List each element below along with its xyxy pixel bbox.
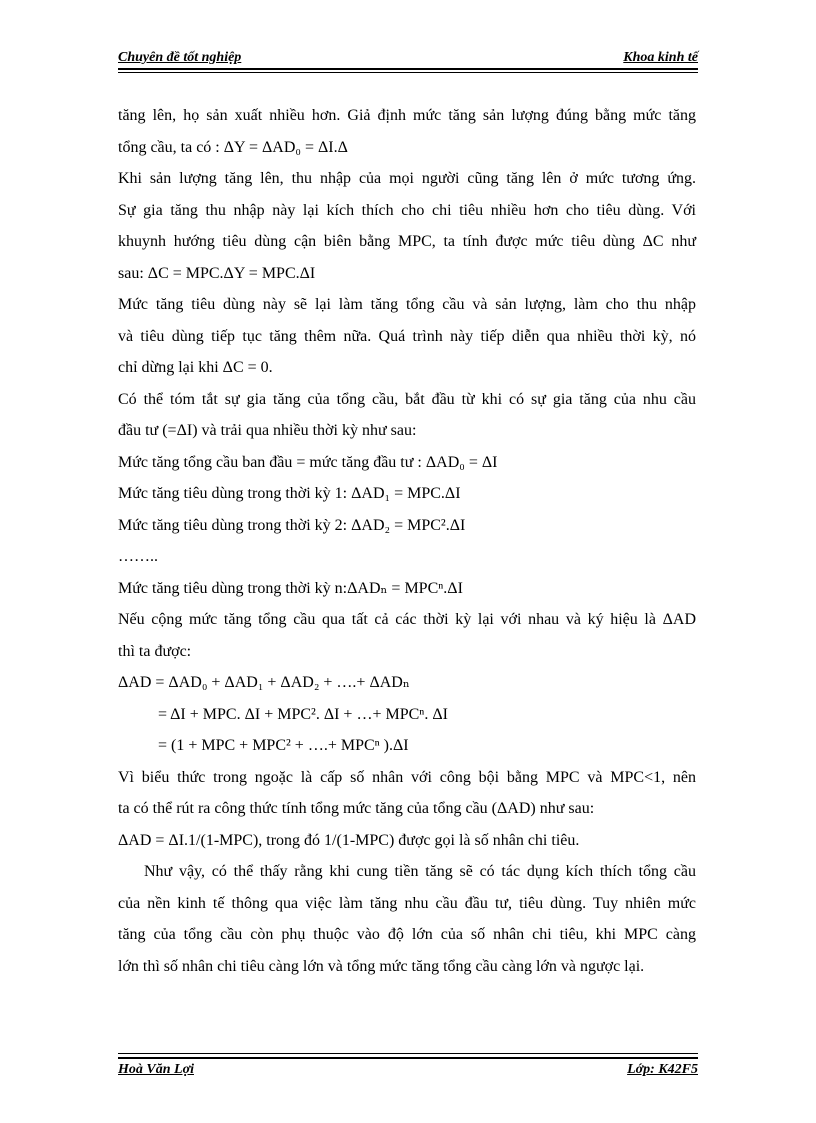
text-line: Mức tăng tiêu dùng này sẽ lại làm tăng tổng cầu và sản lượng, làm cho thu nhập: [118, 296, 696, 313]
header-faculty: Khoa kinh tế: [623, 50, 698, 65]
page-footer: [118, 1062, 698, 1082]
formula-line: = ΔI + MPC. ΔI + MPC². ΔI + …+ MPCⁿ. ΔI: [158, 705, 448, 723]
text-line: lớn thì số nhân chi tiêu càng lớn và tổng mức tăng tổng cầu càng lớn và ngược lại.: [118, 957, 645, 975]
text-line: tổng cầu, ta có : ΔY = ΔAD₀ = ΔI.Δ: [118, 138, 348, 156]
text-line: Có thể tóm tắt sự gia tăng của tổng cầu, bắt đầu từ khi có sự gia tăng của nhu cầu: [118, 390, 696, 408]
footer-rule: [118, 1057, 698, 1059]
footer-class: Lớp: K42F5: [627, 1062, 698, 1077]
text-line: Nếu cộng mức tăng tổng cầu qua tất cả các thời kỳ lại với nhau và ký hiệu là ΔAD: [118, 611, 696, 628]
text-line: Mức tăng tổng cầu ban đầu = mức tăng đầu tư : ΔAD₀ = ΔI: [118, 453, 498, 471]
text-line: đầu tư (=ΔI) và trải qua nhiều thời kỳ như sau:: [118, 422, 417, 439]
footer-author: Hoà Văn Lợi: [118, 1062, 194, 1077]
text-line: Sự gia tăng thu nhập này lại kích thích cho chi tiêu nhiều hơn cho tiêu dùng. Với: [118, 201, 696, 219]
header-rule-thin: [118, 72, 698, 73]
text-line: ta có thể rút ra công thức tính tổng mức tăng của tổng cầu (ΔAD) như sau:: [118, 800, 595, 817]
text-line: của nền kinh tế thông qua việc làm tăng nhu cầu đầu tư, tiêu dùng. Tuy nhiên mức: [118, 894, 696, 912]
text-line: Mức tăng tiêu dùng trong thời kỳ n:ΔADₙ = MPCⁿ.ΔI: [118, 579, 463, 597]
text-line: sau: ΔC = MPC.ΔY = MPC.ΔI: [118, 264, 316, 282]
page-header: [118, 50, 698, 70]
text-line: Mức tăng tiêu dùng trong thời kỳ 2: ΔAD₂ = MPC².ΔI: [118, 516, 466, 534]
text-line: và tiêu dùng tiếp tục tăng thêm nữa. Quá trình này tiếp diễn qua nhiều thời kỳ, nó: [118, 327, 696, 345]
text-line: ΔAD = ΔI.1/(1-MPC), trong đó 1/(1-MPC) được gọi là số nhân chi tiêu.: [118, 831, 580, 849]
text-line: chỉ dừng lại khi ΔC = 0.: [118, 359, 273, 376]
text-line: tăng lên, họ sản xuất nhiều hơn. Giả định mức tăng sản lượng đúng bằng mức tăng: [118, 107, 696, 124]
text-line: khuynh hướng tiêu dùng cận biên bằng MPC, ta tính được mức tiêu dùng ΔC như: [118, 233, 696, 250]
text-line: ……..: [118, 548, 158, 565]
document-body: [118, 100, 696, 982]
text-line: Như vậy, có thể thấy rằng khi cung tiền tăng sẽ có tác dụng kích thích tổng cầu: [144, 863, 696, 880]
text-line: Vì biểu thức trong ngoặc là cấp số nhân với công bội bằng MPC và MPC<1, nên: [118, 768, 696, 786]
footer-rule-thin: [118, 1053, 698, 1054]
header-rule: [118, 68, 698, 70]
header-title: Chuyên đề tốt nghiệp: [118, 50, 242, 65]
formula-line: = (1 + MPC + MPC² + ….+ MPCⁿ ).ΔI: [158, 737, 409, 754]
text-line: Mức tăng tiêu dùng trong thời kỳ 1: ΔAD₁ = MPC.ΔI: [118, 485, 461, 502]
formula-line: ΔAD = ΔAD₀ + ΔAD₁ + ΔAD₂ + ….+ ΔADₙ: [118, 674, 410, 691]
text-line: thì ta được:: [118, 642, 192, 660]
text-line: tăng của tổng cầu còn phụ thuộc vào độ lớn của số nhân chi tiêu, khi MPC càng: [118, 926, 696, 943]
text-line: Khi sản lượng tăng lên, thu nhập của mọi người cũng tăng lên ở mức tương ứng.: [118, 170, 696, 187]
